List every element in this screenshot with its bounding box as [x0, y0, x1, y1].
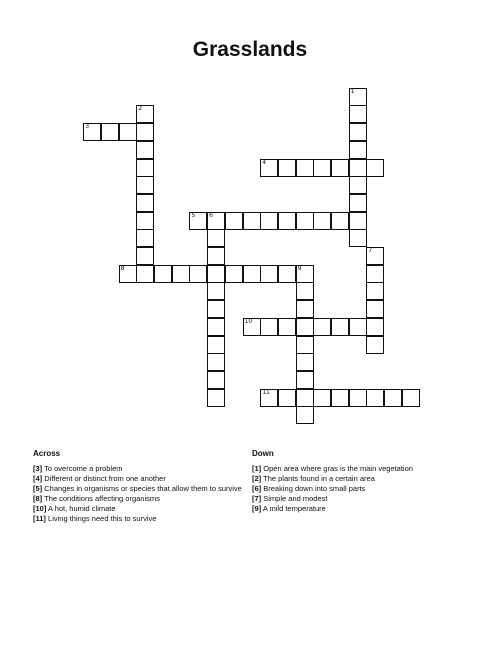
grid-cell[interactable] — [101, 123, 119, 141]
grid-cell[interactable] — [313, 212, 331, 230]
grid-cell[interactable] — [402, 389, 420, 407]
grid-cell[interactable] — [349, 88, 367, 106]
grid-cell[interactable] — [172, 265, 190, 283]
clue-text: Changes in organisms or species that allow them to survive — [44, 484, 242, 493]
grid-cell[interactable] — [349, 229, 367, 247]
grid-cell[interactable] — [207, 265, 225, 283]
grid-cell[interactable] — [349, 389, 367, 407]
grid-cell[interactable] — [260, 389, 278, 407]
down-clue — [252, 494, 467, 504]
clue-number: [6] — [252, 484, 262, 493]
cell-number: 11 — [262, 388, 270, 396]
grid-cell[interactable] — [278, 265, 296, 283]
grid-cell[interactable] — [331, 389, 349, 407]
grid-cell[interactable] — [296, 282, 314, 300]
down-clue — [252, 484, 467, 494]
grid-cell[interactable] — [366, 389, 384, 407]
grid-cell[interactable] — [349, 141, 367, 159]
grid-cell[interactable] — [207, 318, 225, 336]
grid-cell[interactable] — [136, 194, 154, 212]
across-clue — [33, 514, 248, 524]
grid-cell[interactable] — [331, 318, 349, 336]
grid-cell[interactable] — [278, 318, 296, 336]
across-clues — [33, 449, 248, 524]
grid-cell[interactable] — [207, 336, 225, 354]
clue-number: [8] — [33, 494, 43, 503]
grid-cell[interactable] — [366, 265, 384, 283]
clue-text: Different or distinct from one another — [44, 474, 166, 483]
grid-cell[interactable] — [296, 371, 314, 389]
grid-cell[interactable] — [366, 282, 384, 300]
grid-cell[interactable] — [278, 212, 296, 230]
grid-cell[interactable] — [366, 159, 384, 177]
grid-cell[interactable] — [349, 212, 367, 230]
grid-cell[interactable] — [296, 159, 314, 177]
clue-text: Open area where gras is the main vegetation — [263, 464, 413, 473]
cell-number: 2 — [138, 105, 143, 113]
grid-cell[interactable] — [136, 176, 154, 194]
grid-cell[interactable] — [331, 159, 349, 177]
down-clue — [252, 474, 467, 484]
clue-text: Simple and modest — [263, 494, 328, 503]
clue-number: [1] — [252, 464, 262, 473]
grid-cell[interactable] — [136, 141, 154, 159]
clue-text: A mild temperature — [262, 504, 326, 513]
grid-cell[interactable] — [313, 318, 331, 336]
grid-cell[interactable] — [83, 123, 101, 141]
across-clue — [33, 484, 248, 494]
grid-cell[interactable] — [136, 123, 154, 141]
grid-cell[interactable] — [296, 318, 314, 336]
grid-cell[interactable] — [207, 300, 225, 318]
grid-cell[interactable] — [119, 265, 137, 283]
grid-cell[interactable] — [136, 247, 154, 265]
grid-cell[interactable] — [313, 389, 331, 407]
clue-number: [3] — [33, 464, 43, 473]
clue-number: [11] — [33, 514, 46, 523]
grid-cell[interactable] — [260, 159, 278, 177]
down-clues — [252, 449, 467, 514]
grid-cell[interactable] — [384, 389, 402, 407]
grid-cell[interactable] — [296, 406, 314, 424]
grid-cell[interactable] — [207, 212, 225, 230]
clue-number: [4] — [33, 474, 43, 483]
grid-cell[interactable] — [136, 105, 154, 123]
grid-cell[interactable] — [207, 282, 225, 300]
grid-cell[interactable] — [349, 194, 367, 212]
grid-cell[interactable] — [207, 389, 225, 407]
clue-text: Breaking down into small parts — [263, 484, 366, 493]
grid-cell[interactable] — [296, 212, 314, 230]
cell-number: 4 — [262, 158, 267, 166]
clue-text: To overcome a problem — [44, 464, 123, 473]
grid-cell[interactable] — [366, 318, 384, 336]
grid-cell[interactable] — [349, 123, 367, 141]
grid-cell[interactable] — [331, 212, 349, 230]
grid-cell[interactable] — [243, 265, 261, 283]
grid-cell[interactable] — [136, 229, 154, 247]
grid-cell[interactable] — [207, 247, 225, 265]
grid-cell[interactable] — [225, 265, 243, 283]
across-clue — [33, 464, 248, 474]
grid-cell[interactable] — [207, 229, 225, 247]
grid-cell[interactable] — [243, 212, 261, 230]
grid-cell[interactable] — [119, 123, 137, 141]
grid-cell[interactable] — [349, 176, 367, 194]
down-heading: Down — [252, 449, 274, 458]
across-clue — [33, 494, 248, 504]
grid-cell[interactable] — [349, 318, 367, 336]
grid-cell[interactable] — [136, 265, 154, 283]
grid-cell[interactable] — [366, 247, 384, 265]
grid-cell[interactable] — [296, 300, 314, 318]
grid-cell[interactable] — [225, 212, 243, 230]
clue-number: [9] — [252, 504, 262, 513]
clue-number: [10] — [33, 504, 47, 513]
grid-cell[interactable] — [366, 300, 384, 318]
clue-text: The plants found in a certain area — [263, 474, 375, 483]
grid-cell[interactable] — [278, 389, 296, 407]
grid-cell[interactable] — [207, 353, 225, 371]
grid-cell[interactable] — [366, 336, 384, 354]
grid-cell[interactable] — [296, 265, 314, 283]
cell-number: 6 — [209, 211, 213, 219]
across-clue — [33, 504, 248, 514]
cell-number: 3 — [85, 123, 90, 131]
across-clue — [33, 474, 248, 484]
clue-number: [2] — [252, 474, 262, 483]
grid-cell[interactable] — [313, 159, 331, 177]
cell-number: 7 — [368, 247, 373, 254]
grid-cell[interactable] — [260, 212, 278, 230]
grid-cell[interactable] — [278, 159, 296, 177]
grid-cell[interactable] — [189, 212, 207, 230]
grid-cell[interactable] — [189, 265, 207, 283]
cell-number: 5 — [191, 211, 196, 219]
clue-number: [7] — [252, 494, 262, 503]
grid-cell[interactable] — [136, 212, 154, 230]
down-clue — [252, 464, 467, 474]
grid-cell[interactable] — [260, 318, 278, 336]
grid-cell[interactable] — [296, 389, 314, 407]
puzzle-title: Grasslands — [192, 38, 308, 61]
clue-text: Living things need this to survive — [48, 514, 157, 523]
cell-number: 1 — [350, 87, 355, 95]
down-clue — [252, 504, 467, 514]
grid-cell[interactable] — [296, 353, 314, 371]
grid-cell[interactable] — [243, 318, 261, 336]
clue-text: A hot, humid climate — [48, 504, 116, 513]
cell-number: 8 — [120, 264, 125, 272]
grid-cell[interactable] — [154, 265, 172, 283]
grid-cell[interactable] — [349, 105, 367, 123]
grid-cell[interactable] — [296, 336, 314, 354]
grid-cell[interactable] — [136, 159, 154, 177]
clue-text: The conditions affecting organisms — [44, 494, 160, 503]
grid-cell[interactable] — [260, 265, 278, 283]
across-heading: Across — [33, 449, 61, 458]
clue-number: [5] — [33, 484, 43, 493]
grid-cell[interactable] — [349, 159, 367, 177]
cell-number: 9 — [297, 264, 302, 272]
grid-cell[interactable] — [207, 371, 225, 389]
cell-number: 10 — [244, 317, 253, 325]
